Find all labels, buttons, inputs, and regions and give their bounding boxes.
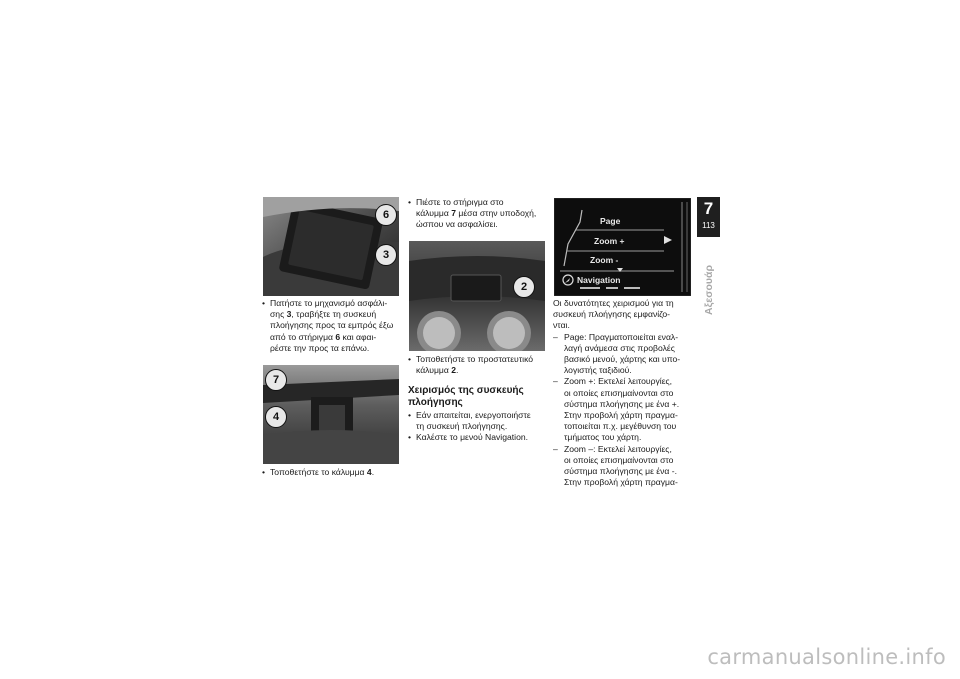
text-line: , τραβήξτε τη συσκευή	[291, 309, 377, 320]
text-line: κάλυμμα	[416, 208, 452, 219]
bullet-open-navigation-menu	[407, 432, 553, 443]
bullet-activate-device	[407, 410, 553, 432]
intro-text	[553, 298, 699, 332]
text-line: λογιστής ταξιδιού.	[564, 365, 632, 376]
menu-item-page[interactable]: Page	[600, 216, 621, 226]
text-line: νται.	[553, 320, 570, 331]
instruction-place-cover	[261, 467, 407, 478]
menu-footer-label: Navigation	[577, 275, 621, 285]
text-line: σύστημα πλοήγησης με ένα +.	[564, 398, 680, 409]
watermark: carmanualsonline.info	[707, 645, 946, 669]
menu-footer-navigation[interactable]	[562, 274, 620, 286]
bullet-press-mount	[407, 197, 553, 231]
page-number: 113	[702, 221, 715, 230]
text-line: βασικό μενού, χάρτης και υπο-	[564, 354, 681, 365]
text-line: .	[371, 467, 375, 477]
photo-protective-cover	[409, 241, 545, 351]
callout-2: 2	[513, 276, 535, 298]
bullet-remove-device	[261, 298, 407, 354]
text-line: μέσα στην υποδοχή,	[456, 208, 537, 219]
chapter-number: 7	[703, 199, 714, 218]
menu-item-zoom-minus[interactable]: Zoom -	[590, 255, 619, 265]
ref-7: 7	[451, 208, 456, 219]
section-heading	[408, 385, 554, 409]
text-line: Εάν απαιτείται, ενεργοποιήστε	[416, 410, 531, 420]
operation-description	[553, 298, 699, 488]
option-zoom-plus	[553, 376, 699, 443]
text-line: σης	[270, 309, 287, 320]
instruction-install-protective-cover	[407, 354, 553, 376]
chapter-tab	[697, 197, 720, 237]
callout-6: 6	[375, 204, 397, 226]
text-line: σύστημα πλοήγησης με ένα -.	[564, 466, 678, 477]
text-line: Πατήστε το μηχανισμό ασφάλι-	[270, 298, 388, 308]
instruction-remove-device	[261, 298, 407, 354]
ref-2: 2	[451, 365, 456, 376]
section-title-vertical	[700, 250, 718, 330]
text-line: πλοήγησης προς τα εμπρός έξω	[270, 320, 394, 331]
navigation-compass-icon	[562, 274, 574, 286]
heading-line-2: πλοήγησης	[408, 397, 463, 408]
text-line: από το στήριγμα	[270, 331, 336, 342]
text-line: τοποιείται π.χ. μεγέθυνση του	[564, 421, 677, 432]
text-line: και αφαι-	[340, 331, 377, 342]
operation-steps	[407, 410, 553, 444]
ref-6: 6	[335, 331, 341, 342]
photo-navigation-device-removal	[263, 197, 399, 296]
text-line: τη συσκευή πλοήγησης.	[416, 421, 508, 432]
text-line: οι οποίες επισημαίνονται στο	[564, 387, 674, 398]
text-line: οι οποίες επισημαίνονται στο	[564, 454, 674, 465]
text-line: Zoom +: Εκτελεί λειτουργίες,	[564, 376, 673, 387]
callout-7: 7	[265, 369, 287, 391]
text-line: κάλυμμα	[416, 365, 452, 376]
menu-item-zoom-plus[interactable]: Zoom +	[594, 236, 625, 246]
text-line: ώσπου να ασφαλίσει.	[416, 219, 498, 230]
heading-line-1: Χειρισμός της συσκευής	[408, 385, 524, 396]
option-zoom-minus	[553, 444, 699, 489]
text-line: .	[456, 365, 459, 376]
text-line: ρέστε την προς τα επάνω.	[270, 342, 370, 353]
bullet-install-protective-cover	[407, 354, 553, 376]
instruction-press-mount	[407, 197, 553, 231]
text-line: Οι δυνατότητες χειρισμού για τη	[553, 298, 674, 308]
photo-cover-mount	[263, 365, 399, 464]
option-page	[553, 332, 699, 377]
text-line: Τοποθετήστε το προστατευτικό	[416, 354, 534, 364]
text-line: Στην προβολή χάρτη πραγμα-	[564, 477, 678, 488]
text-line: τμήματος του χάρτη.	[564, 432, 642, 443]
ref-3: 3	[286, 309, 292, 320]
navigation-menu-screenshot	[554, 198, 691, 296]
text-line: Page: Πραγματοποιείται εναλ-	[564, 331, 679, 342]
bullet-place-cover	[261, 467, 407, 478]
text-line: Στην προβολή χάρτη πραγμα-	[564, 410, 678, 421]
text-line: Τοποθετήστε το κάλυμμα	[270, 467, 367, 477]
text-line: Zoom –: Εκτελεί λειτουργίες,	[564, 443, 672, 454]
section-title: Αξεσουάρ	[703, 265, 715, 315]
text-line: Πιέστε το στήριγμα στο	[416, 197, 504, 207]
callout-4: 4	[265, 406, 287, 428]
ref-4: 4	[366, 467, 372, 477]
callout-3: 3	[375, 244, 397, 266]
text-line: συσκευή πλοήγησης εμφανίζο-	[553, 309, 671, 320]
text-line: Καλέστε το μενού Navigation.	[416, 432, 529, 443]
text-line: λαγή ανάμεσα στις προβολές	[564, 342, 675, 353]
